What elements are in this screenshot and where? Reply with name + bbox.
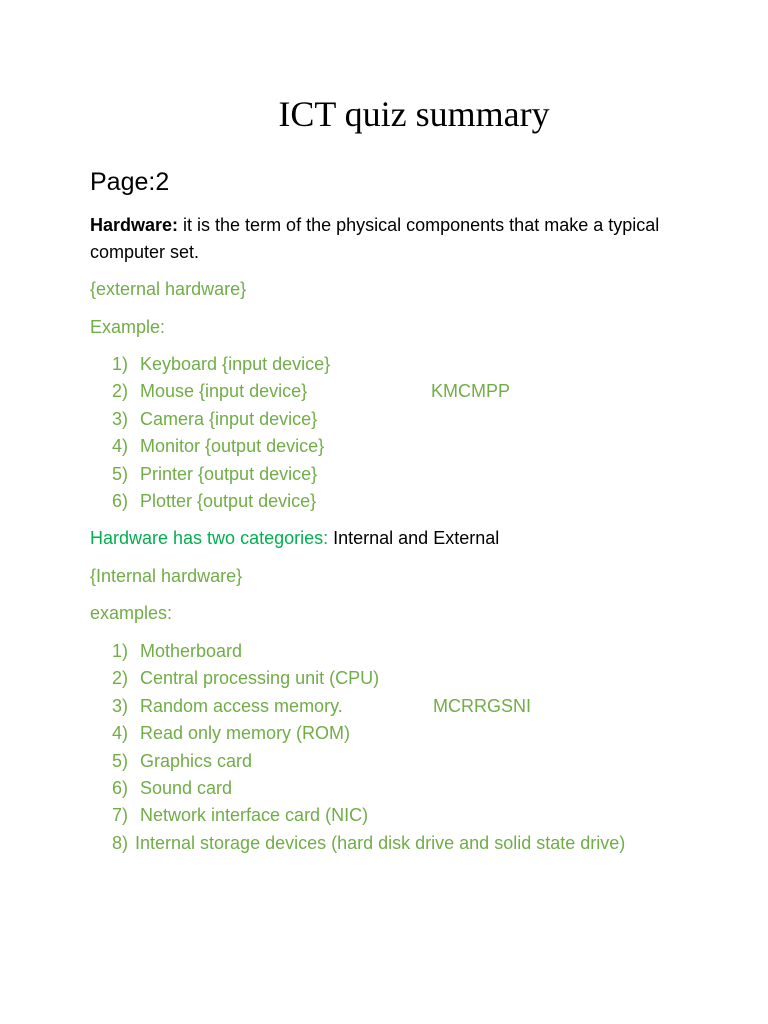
list-item-text: Graphics card <box>140 750 253 771</box>
internal-hardware-list <box>112 638 625 857</box>
list-item <box>112 406 330 433</box>
hardware-definition <box>90 212 690 266</box>
list-item-number: 7) <box>112 805 129 826</box>
list-item-number: 1) <box>112 354 129 374</box>
list-item <box>112 638 625 665</box>
list-item-number: 5) <box>112 750 129 771</box>
definition-term: Hardware: <box>90 215 179 235</box>
internal-hardware-heading: {Internal hardware} <box>90 566 243 586</box>
list-item <box>112 665 625 692</box>
list-item-text: Keyboard {input device} <box>140 354 331 374</box>
list-item <box>112 693 625 720</box>
list-item <box>112 433 330 460</box>
list-item-number: 5) <box>112 463 129 484</box>
internal-examples-label: examples: <box>90 603 173 623</box>
list-item <box>112 775 625 802</box>
list-item <box>112 488 330 515</box>
hardware-categories <box>90 525 499 552</box>
list-item <box>112 378 330 405</box>
list-item-number: 4) <box>112 436 129 457</box>
list-item-text: Mouse {input device} <box>140 381 308 402</box>
list-item <box>112 720 625 747</box>
categories-label: Hardware has two categories: <box>90 528 329 548</box>
list-item-number: 2) <box>112 381 129 402</box>
list-item-number: 1) <box>112 641 129 661</box>
list-item-number: 2) <box>112 668 129 689</box>
external-example-label: Example: <box>90 317 166 337</box>
external-hardware-list <box>112 351 330 515</box>
list-item-text: Motherboard <box>140 641 243 661</box>
list-item-text: Camera {input device} <box>140 408 318 429</box>
definition-text: it is the term of the physical components that make a typical computer set. <box>90 215 660 262</box>
list-item-text: Sound card <box>140 778 233 799</box>
internal-mnemonic: MCRRGSNI <box>433 696 531 716</box>
external-hardware-heading: {external hardware} <box>90 279 247 299</box>
list-item <box>112 802 625 829</box>
list-item-text: Internal storage devices (hard disk drive and solid state drive) <box>135 832 626 853</box>
list-item-text: Central processing unit (CPU) <box>140 668 380 689</box>
list-item-text: Network interface card (NIC) <box>140 805 369 826</box>
list-item-number: 3) <box>112 695 129 716</box>
page-number-label: Page:2 <box>90 168 170 196</box>
list-item-text: Read only memory (ROM) <box>140 723 351 744</box>
list-item-number: 6) <box>112 491 129 512</box>
list-item <box>112 830 625 857</box>
list-item <box>112 461 330 488</box>
list-item-text: Plotter {output device} <box>140 491 317 512</box>
list-item-number: 6) <box>112 778 129 799</box>
list-item-text: Monitor {output device} <box>140 436 325 457</box>
list-item-number: 4) <box>112 723 129 744</box>
external-mnemonic: KMCMPP <box>431 381 511 401</box>
list-item-text: Printer {output device} <box>140 463 318 484</box>
list-item <box>112 351 330 378</box>
list-item-number: 3) <box>112 408 129 429</box>
document-title: ICT quiz summary <box>278 94 550 134</box>
list-item <box>112 748 625 775</box>
categories-value: Internal and External <box>328 528 500 548</box>
list-item-text: Random access memory. <box>140 695 343 716</box>
list-item-number: 8) <box>112 832 129 853</box>
